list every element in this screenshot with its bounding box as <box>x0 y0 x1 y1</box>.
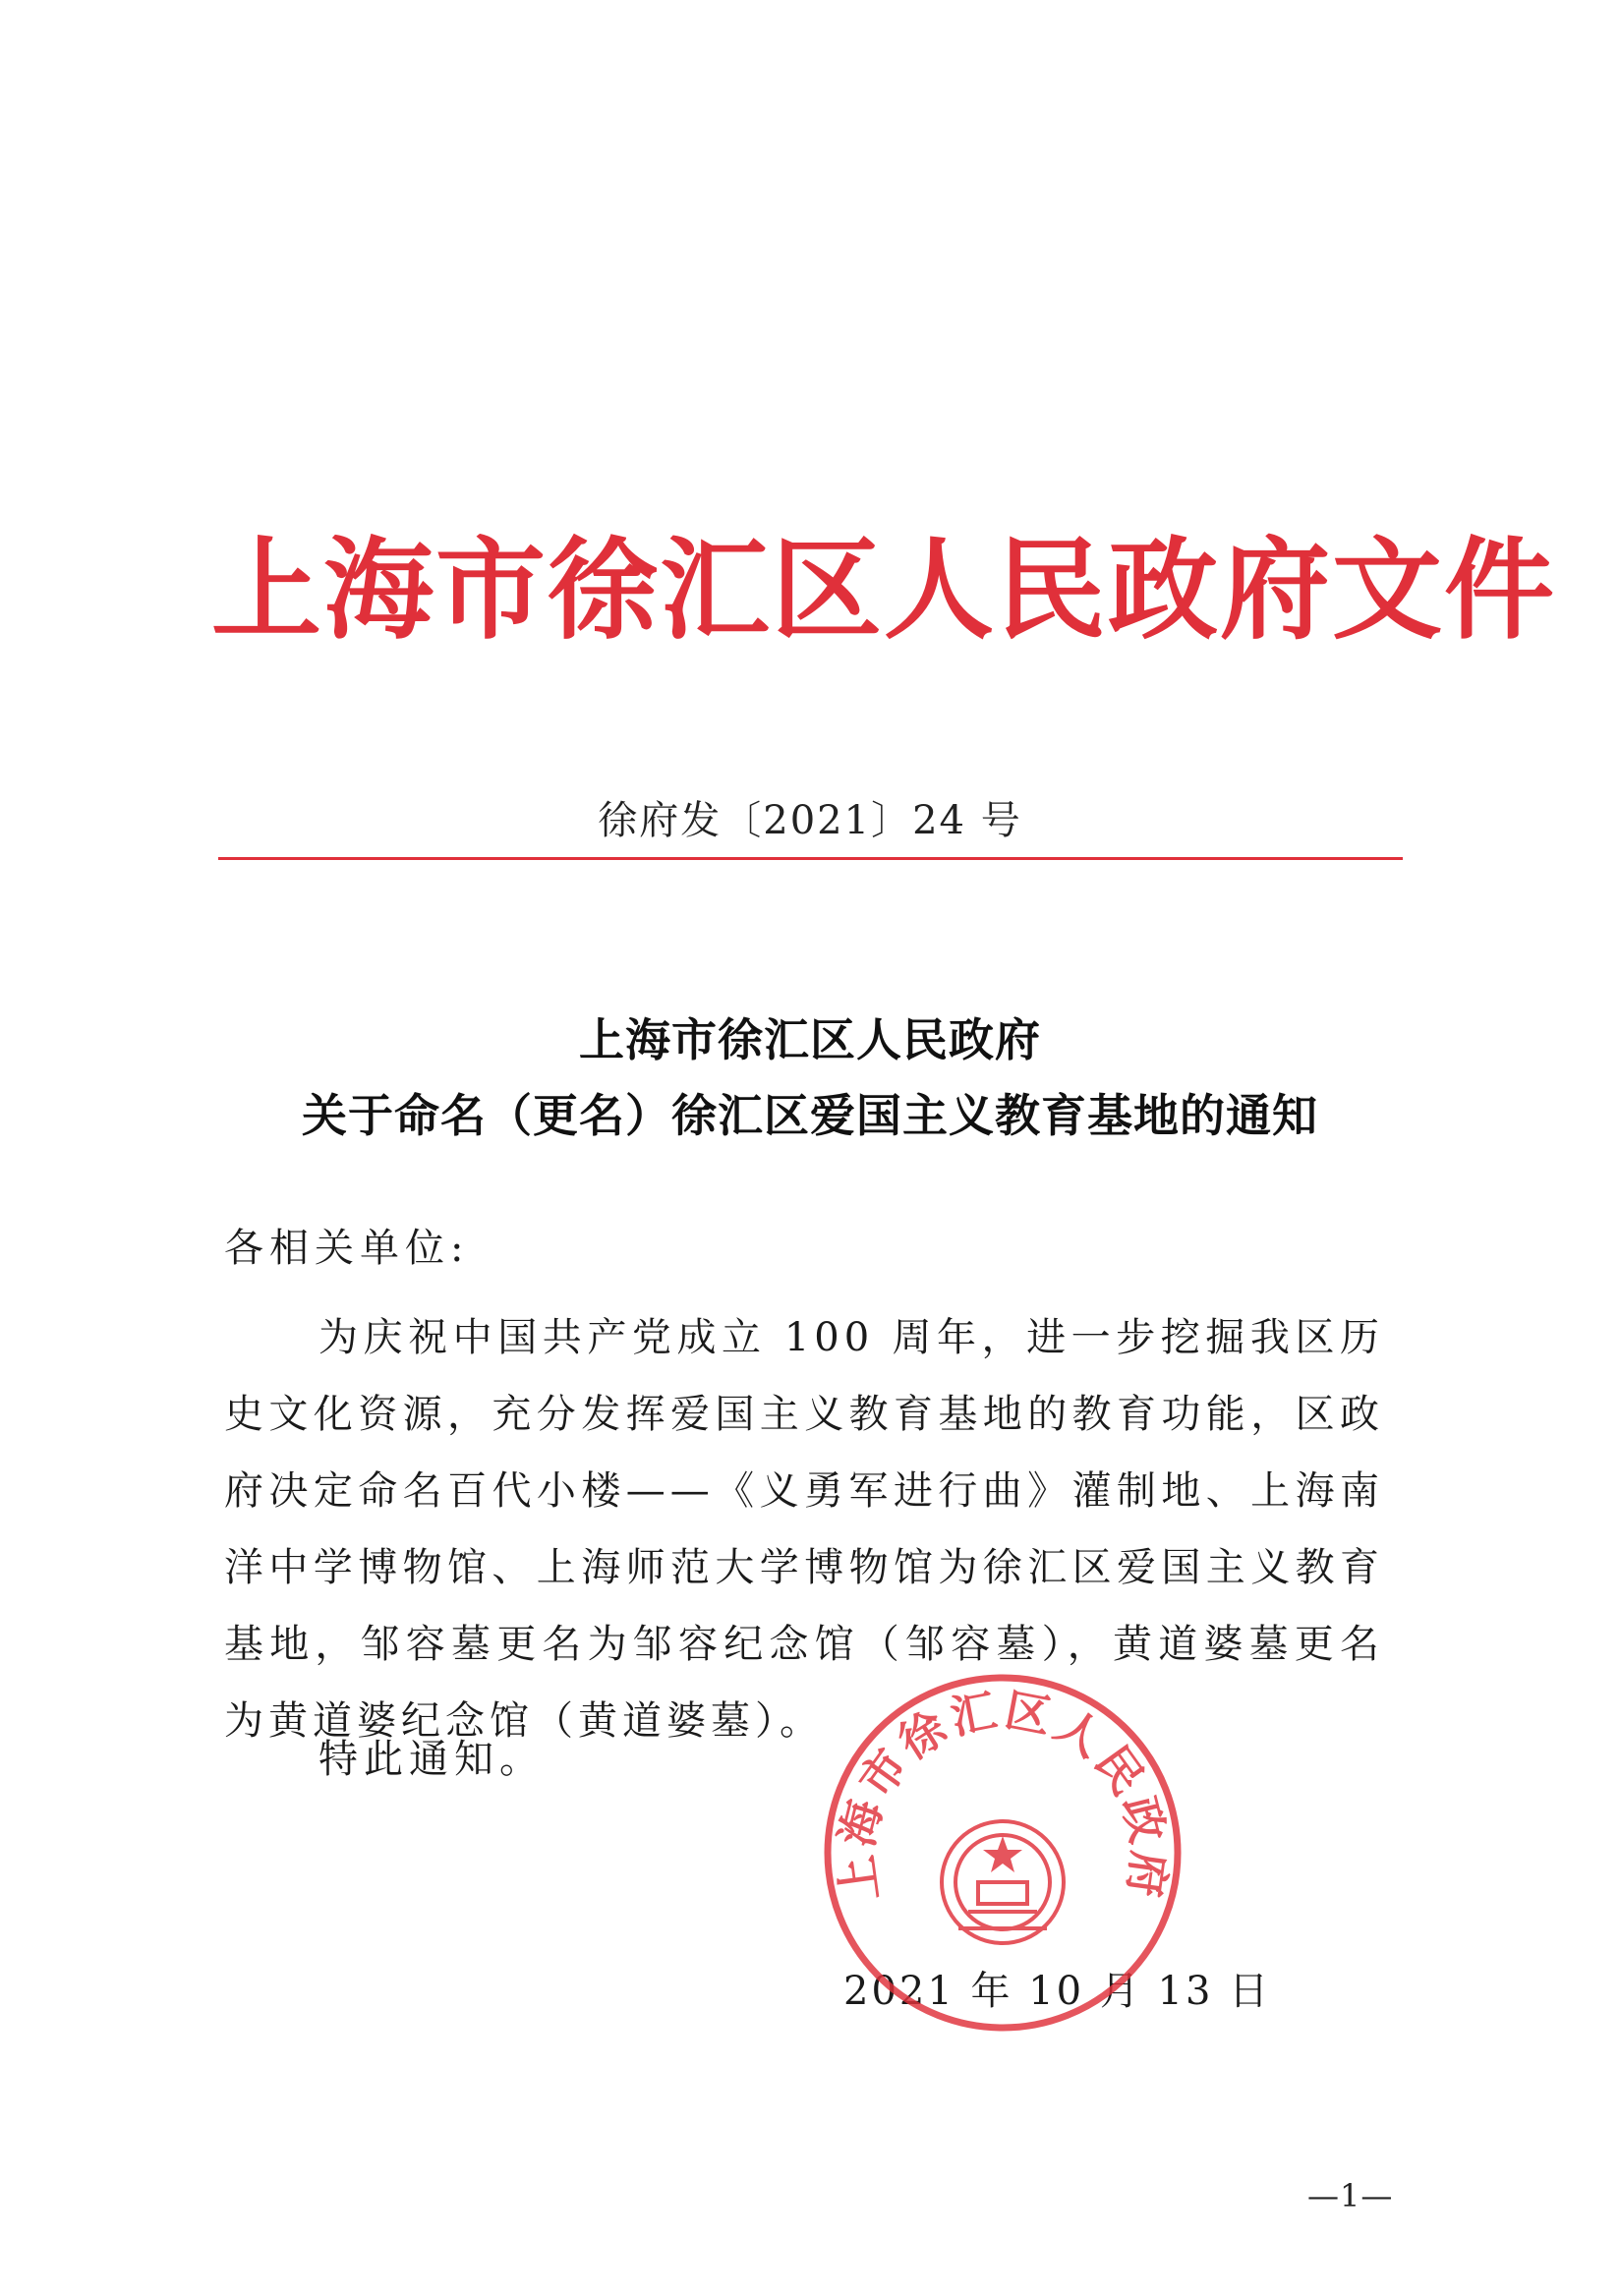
national-emblem-icon <box>942 1821 1064 1943</box>
document-number: 徐府发〔2021〕24 号 <box>598 798 1022 843</box>
issue-date: 2021 年 10 月 13 日 <box>843 1969 1272 2014</box>
closing-text: 特此通知。 <box>318 1737 545 1782</box>
notice-title-line2: 关于命名（更名）徐汇区爱国主义教育基地的通知 <box>302 1089 1318 1142</box>
svg-text:上海市徐汇区人民政府 <box>829 1683 1177 1904</box>
notice-title-line1: 上海市徐汇区人民政府 <box>579 1013 1041 1066</box>
seal-text: 上海市徐汇区人民政府 <box>829 1683 1177 1905</box>
official-seal <box>821 1671 1185 2035</box>
body-paragraph: 为庆祝中国共产党成立 100 周年，进一步挖掘我区历史文化资源，充分发挥爱国主义教育基地的教育功能，区政府决定命名百代小楼——《义勇军进行曲》灌制地、上海南洋中学博物馆、上海师范大学博物馆为徐汇区爱国主义教育基地，邹容墓更名为邹容纪念馆（邹容墓），黄道婆墓更名为黄道婆纪念馆（黄道婆墓）。 <box>224 1315 1384 1744</box>
document-masthead: 上海市徐汇区人民政府文件 <box>211 526 1556 655</box>
header-divider-line <box>218 857 1403 860</box>
salutation: 各相关单位: <box>224 1226 470 1271</box>
page-number: —1— <box>1307 2177 1394 2214</box>
